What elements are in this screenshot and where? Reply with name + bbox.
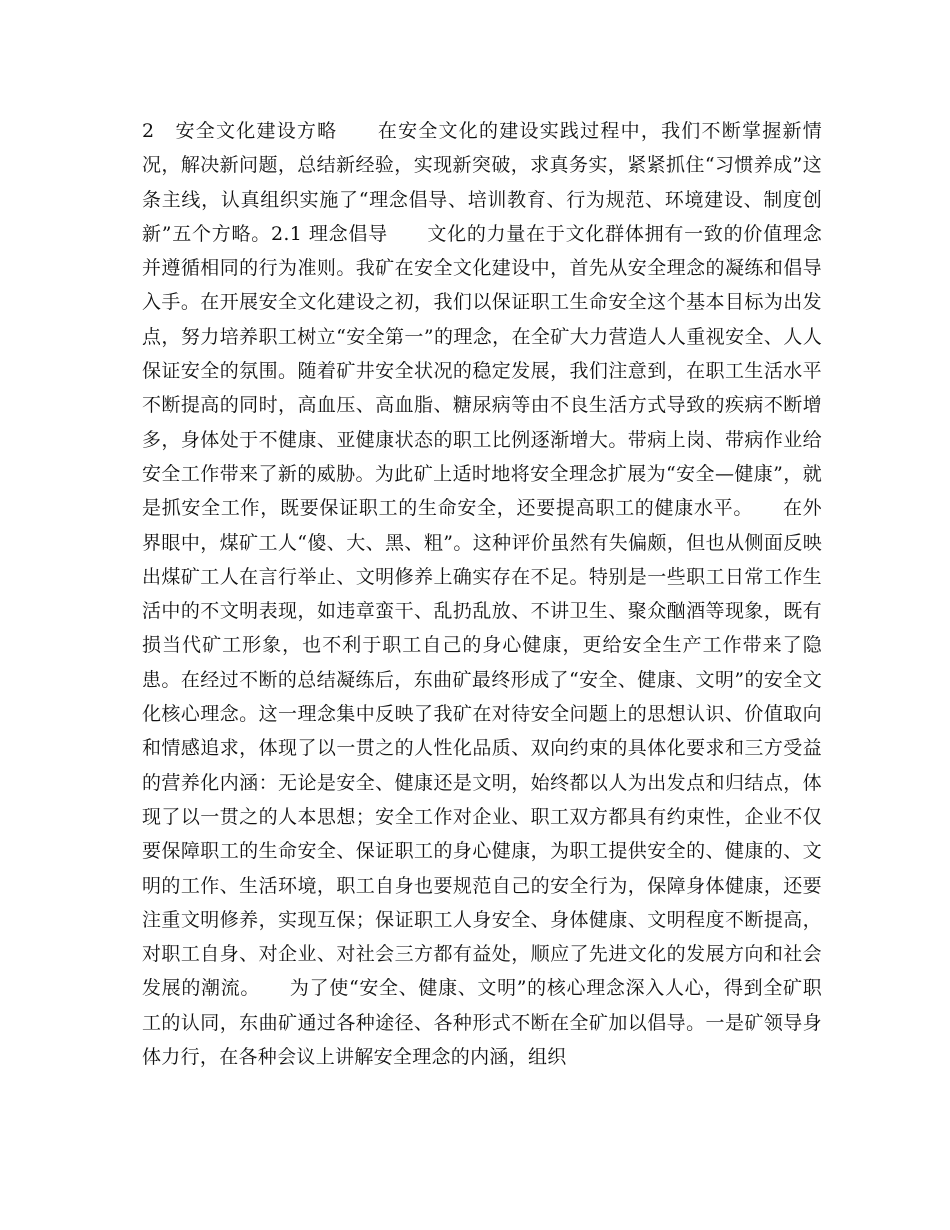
body-paragraph: 2 安全文化建设方略 在安全文化的建设实践过程中，我们不断掌握新情况，解决新问题，总结新经验，实现新突破，求真务实，紧紧抓住“习惯养成”这条主线，认真组织实施了“理念倡导、培训教育、行为规范、环境建设、制度创新”五个方略。2.1 理念倡导 文化的力量在于文化群体拥有一致的价值理念并遵循相同的行为准则。我矿在安全文化建设中，首先从安全理念的凝练和倡导入手。在开展安全文化建设之初，我们以保证职工生命安全这个基本目标为出发点，努力培养职工树立“安全第一”的理念，在全矿大力营造人人重视安全、人人保证安全的氛围。随着矿井安全状况的稳定发展，我们注意到，在职工生活水平不断提高的同时，高血压、高血脂、糖尿病等由不良生活方式导致的疾病不断增多，身体处于不健康、亚健康状态的职工比例逐渐增大。带病上岗、带病作业给安全工作带来了新的威胁。为此矿上适时地将安全理念扩展为“安全—健康”，就是抓安全工作，既要保证职工的生命安全，还要提高职工的健康水平。 在外界眼中，煤矿工人“傻、大、黑、粗”。这种评价虽然有失偏颇，但也从侧面反映出煤矿工人在言行举止、文明修养上确实存在不足。特别是一些职工日常工作生活中的不文明表现，如违章蛮干、乱扔乱放、不讲卫生、聚众酗酒等现象，既有损当代矿工形象，也不利于职工自己的身心健康，更给安全生产工作带来了隐患。在经过不断的总结凝练后，东曲矿最终形成了“安全、健康、文明”的安全文化核心理念。这一理念集中反映了我矿在对待安全问题上的思想认识、价值取向和情感追求，体现了以一贯之的人性化品质、双向约束的具体化要求和三方受益的营养化内涵：无论是安全、健康还是文明，始终都以人为出发点和归结点，体现了以一贯之的人本思想；安全工作对企业、职工双方都具有约束性，企业不仅要保障职工的生命安全、保证职工的身心健康，为职工提供安全的、健康的、文明的工作、生活环境，职工自身也要规范自己的安全行为，保障身体健康，还要注重文明修养，实现互保；保证职工人身安全、身体健康、文明程度不断提高，对职工自身、对企业、对社会三方都有益处，顺应了先进文化的发展方向和社会发展的潮流。 为了使“安全、健康、文明”的核心理念深入人心，得到全矿职工的认同，东曲矿通过各种途径、各种形式不断在全矿加以倡导。一是矿领导身体力行，在各种会议上讲解安全理念的内涵，组织 xyxy=(142,120,822,1069)
